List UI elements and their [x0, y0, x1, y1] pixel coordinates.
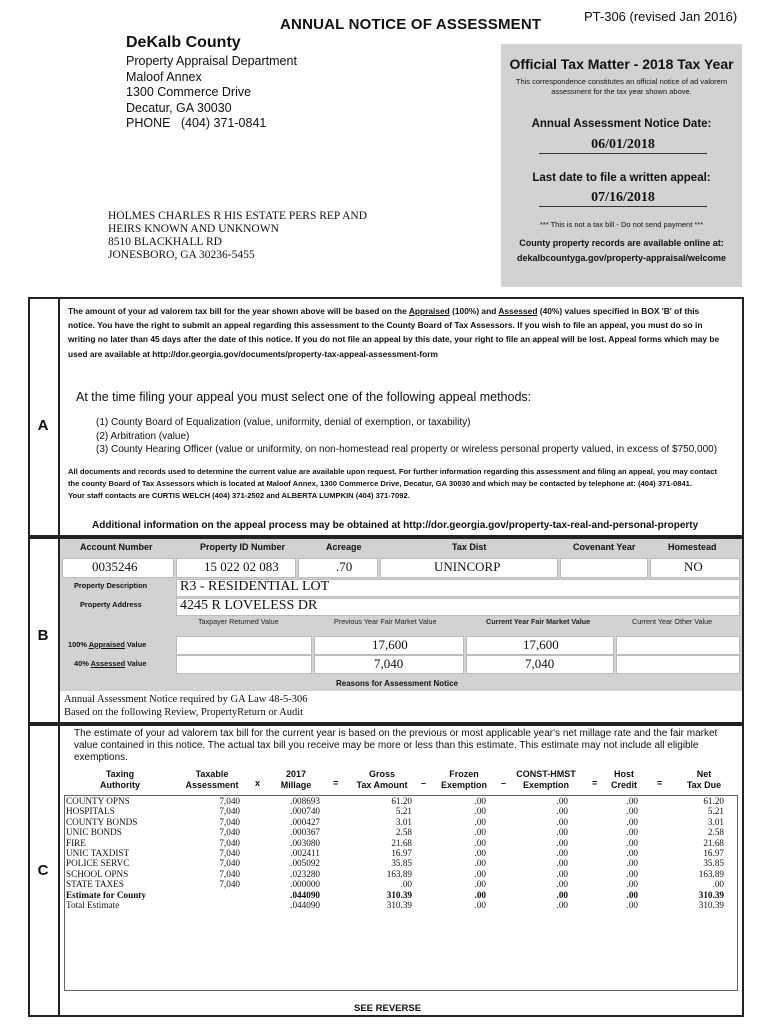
tax-dist-header: Tax Dist: [452, 542, 487, 552]
net-cell: 310.39: [698, 900, 724, 910]
gross-cell: 310.39: [386, 889, 412, 900]
minus-operator: –: [501, 778, 507, 788]
county-name: DeKalb County: [126, 34, 241, 51]
property-header-row: [60, 540, 740, 557]
const-hmst-cell: .00: [556, 889, 568, 900]
frozen-cell: .00: [474, 816, 486, 827]
tax-estimate-row: [66, 858, 726, 869]
header-line: Millage: [280, 780, 312, 790]
const-hmst-header: [506, 769, 586, 791]
const-hmst-cell: .00: [556, 816, 568, 827]
estimate-intro: The estimate of your ad valorem tax bill for the current year is based on the previous or most applicable year's net millage rate and the fair market value contained in this notice. The actual tax bill you receive may be more or less than this estimate. This estimate may not include all eligible exemptions.: [74, 728, 718, 764]
tax-estimate-row: [66, 879, 726, 890]
previous-assessed-value: 7,040: [374, 656, 404, 671]
frozen-cell: .00: [474, 858, 486, 869]
appraised-word: Appraised: [408, 306, 450, 316]
millage-cell: .044090: [290, 900, 320, 910]
authority-cell: UNIC TAXDIST: [66, 848, 130, 858]
gross-cell: 16.97: [391, 848, 412, 858]
assessment-cell: 7,040: [219, 868, 240, 879]
millage-header: [266, 769, 326, 791]
authority-cell: Total Estimate: [66, 900, 120, 910]
current-appraised-value: 17,600: [523, 637, 559, 652]
authority-cell: UNIC BONDS: [66, 827, 122, 838]
equals-operator: =: [333, 778, 339, 788]
net-cell: 35.85: [703, 858, 724, 869]
frozen-cell: .00: [474, 827, 486, 838]
authority-cell: STATE TAXES: [66, 879, 124, 890]
appeal-methods-list: [96, 416, 717, 457]
gross-cell: 5.21: [395, 806, 412, 817]
net-cell: 16.97: [703, 848, 724, 858]
const-hmst-cell: .00: [556, 879, 568, 890]
see-reverse: SEE REVERSE: [354, 1003, 422, 1014]
tax-estimate-row: [66, 817, 726, 828]
account-number-header: Account Number: [80, 542, 153, 552]
property-description: R3 - RESIDENTIAL LOT: [180, 579, 330, 594]
records-label: County property records are available online at:: [519, 238, 724, 248]
gross-cell: 3.01: [395, 816, 412, 827]
owner-line: 8510 BLACKHALL RD: [108, 236, 222, 248]
credit-cell: .00: [626, 796, 638, 806]
current-year-header: Current Year Fair Market Value: [486, 617, 591, 626]
minus-operator: –: [421, 778, 427, 788]
credit-cell: .00: [626, 806, 638, 817]
header-line: Exemption: [440, 780, 487, 790]
tax-estimate-row: [66, 838, 726, 849]
net-cell: 21.68: [703, 837, 724, 848]
other-assessed-cell: [616, 655, 740, 674]
header-line: Net: [696, 769, 712, 779]
credit-cell: .00: [626, 837, 638, 848]
gross-cell: 310.39: [386, 900, 412, 910]
tax-estimate-row: [66, 806, 726, 817]
owner-line: JONESBORO, GA 30236-5455: [108, 249, 255, 261]
millage-cell: .002411: [290, 848, 320, 858]
credit-cell: .00: [626, 889, 638, 900]
account-number: 0035246: [92, 559, 138, 574]
label-text: 40%: [74, 659, 91, 668]
frozen-header: [434, 769, 494, 791]
equals-operator: =: [657, 778, 663, 788]
taxpayer-returned-header: Taxpayer Returned Value: [198, 617, 279, 626]
frozen-cell: .00: [474, 879, 486, 890]
header-line: Authority: [100, 780, 140, 790]
covenant-year-cell: [560, 558, 648, 578]
authority-cell: FIRE: [66, 837, 86, 848]
label-text: Assessed: [90, 659, 126, 668]
official-box-note: This correspondence constitutes an official notice of ad valorem assessment for the tax year shown above.: [515, 77, 728, 96]
assessment-cell: 7,040: [219, 858, 240, 869]
const-hmst-cell: .00: [556, 837, 568, 848]
millage-cell: .023280: [290, 868, 320, 879]
frozen-cell: .00: [474, 796, 486, 806]
para-text: (100%) and: [449, 306, 499, 316]
owner-line: HEIRS KNOWN AND UNKNOWN: [108, 223, 279, 235]
assessed-word: Assessed: [498, 306, 538, 316]
header-line: Gross: [368, 769, 395, 779]
frozen-cell: .00: [474, 837, 486, 848]
tax-estimate-row: [66, 827, 726, 838]
millage-cell: .005092: [290, 858, 320, 869]
authority-cell: HOSPITALS: [66, 806, 115, 817]
const-hmst-cell: .00: [556, 796, 568, 806]
credit-cell: .00: [626, 858, 638, 869]
const-hmst-cell: .00: [556, 868, 568, 879]
equals-operator: =: [592, 778, 598, 788]
assessment-cell: 7,040: [219, 816, 240, 827]
section-c-letter: C: [37, 862, 49, 879]
frozen-cell: .00: [474, 889, 486, 900]
assessment-cell: 7,040: [219, 879, 240, 890]
para-text: The amount of your ad valorem tax bill for the year shown above will be based on the: [68, 306, 409, 316]
documents-note-text: All documents and records used to determine the current value are available upon request. For further information regarding this assessment and filing an appeal, you may contact the county Board of Tax Assessors which is located at Maloof Annex, 1300 Commerce Drive, Decatur, GA 30030 and which may be contacted by telephone at: (404) 371-0841.: [68, 467, 717, 488]
label-text: Value: [125, 659, 147, 668]
other-appraised-cell: [616, 636, 740, 655]
staff-contacts: Your staff contacts are CURTIS WELCH (404) 371-2502 and ALBERTA LUMPKIN (404) 371-7092.: [68, 490, 410, 500]
millage-cell: .000367: [290, 827, 320, 838]
not-a-bill-note: *** This is not a tax bill - Do not send payment ***: [539, 220, 704, 229]
office-line: Maloof Annex: [126, 69, 202, 84]
net-cell: .00: [712, 879, 724, 890]
assessment-cell: 7,040: [219, 796, 240, 806]
header-line: Taxing: [105, 769, 135, 779]
notice-title: ANNUAL NOTICE OF ASSESSMENT: [280, 16, 542, 33]
property-id-header: Property ID Number: [200, 542, 286, 552]
assessment-cell: 7,040: [219, 827, 240, 838]
const-hmst-cell: .00: [556, 858, 568, 869]
header-line: Tax Due: [686, 780, 722, 790]
gross-cell: 61.20: [391, 796, 412, 806]
credit-cell: .00: [626, 816, 638, 827]
appraised-value-label: [68, 640, 146, 649]
additional-info[interactable]: Additional information on the appeal process may be obtained at http://dor.georgia.gov/property-tax-real-and-personal-property: [92, 520, 699, 531]
gross-header: [348, 769, 416, 791]
millage-cell: .003080: [290, 837, 320, 848]
millage-cell: .044090: [290, 889, 320, 900]
documents-note: [68, 466, 728, 501]
authority-cell: SCHOOL OPNS: [66, 868, 129, 879]
appeal-date-value: 07/16/2018: [539, 190, 707, 207]
net-cell: 5.21: [707, 806, 724, 817]
section-a-letter: A: [37, 417, 49, 434]
appeal-methods-heading: At the time filing your appeal you must select one of the following appeal methods:: [76, 390, 532, 404]
const-hmst-cell: .00: [556, 827, 568, 838]
authority-cell: COUNTY BONDS: [66, 816, 138, 827]
owner-line: HOLMES CHARLES R HIS ESTATE PERS REP AND: [108, 210, 368, 222]
appeal-method: (2) Arbitration (value): [96, 430, 190, 442]
tax-estimate-row: [66, 869, 726, 880]
header-line: Credit: [610, 780, 637, 790]
label-text: Appraised: [88, 640, 125, 649]
records-url[interactable]: dekalbcountyga.gov/property-appraisal/welcome: [516, 253, 727, 263]
millage-cell: .008693: [290, 796, 320, 806]
previous-year-header: Previous Year Fair Market Value: [334, 617, 437, 626]
credit-cell: .00: [626, 848, 638, 858]
reason-line: Based on the following Review, PropertyReturn or Audit: [64, 707, 304, 718]
net-cell: 310.39: [698, 889, 724, 900]
frozen-cell: .00: [474, 848, 486, 858]
header-line: Exemption: [522, 780, 569, 790]
gross-cell: 21.68: [391, 837, 412, 848]
acreage-header: Acreage: [326, 542, 362, 552]
taxpayer-assessed-cell: [176, 655, 312, 674]
section-b-letter: B: [37, 627, 49, 644]
assessment-cell: 7,040: [219, 837, 240, 848]
assessment-cell: 7,040: [219, 848, 240, 858]
official-box-title: Official Tax Matter - 2018 Tax Year: [509, 56, 734, 72]
office-line: 1300 Commerce Drive: [126, 85, 252, 100]
covenant-year-header: Covenant Year: [573, 542, 636, 552]
header-line: CONST-HMST: [516, 769, 576, 779]
header-line: Host: [614, 769, 634, 779]
homestead-header: Homestead: [668, 542, 717, 552]
assessed-value-label: [74, 659, 146, 668]
homestead: NO: [684, 559, 703, 574]
acreage: .70: [336, 559, 353, 574]
gross-cell: 35.85: [391, 858, 412, 869]
const-hmst-cell: .00: [556, 900, 568, 910]
reason-line: Annual Assessment Notice required by GA Law 48-5-306: [64, 694, 308, 705]
office-phone: PHONE (404) 371-0841: [126, 116, 267, 131]
gross-cell: 2.58: [395, 827, 412, 838]
net-cell: 163.89: [698, 868, 724, 879]
credit-header: [604, 769, 644, 791]
header-line: Tax Amount: [356, 780, 408, 790]
credit-cell: .00: [626, 879, 638, 890]
net-header: [680, 769, 728, 791]
header-line: Taxable: [195, 769, 229, 779]
authority-cell: Estimate for County: [66, 889, 146, 900]
owner-address: [108, 210, 367, 262]
form-number: PT-306 (revised Jan 2016): [584, 9, 738, 24]
credit-cell: .00: [626, 868, 638, 879]
property-description-label: Property Description: [74, 581, 148, 590]
gross-cell: 163.89: [386, 868, 412, 879]
taxpayer-appraised-cell: [176, 636, 312, 655]
assessment-header: [180, 769, 244, 791]
authority-cell: POLICE SERVC: [66, 858, 130, 869]
authority-header: [88, 769, 152, 791]
appeal-method: (1) County Board of Equalization (value, uniformity, denial of exemption, or taxability): [96, 417, 471, 428]
assessment-cell: 7,040: [219, 806, 240, 817]
millage-cell: .000000: [290, 879, 320, 890]
net-cell: 2.58: [707, 827, 724, 838]
other-value-header: Current Year Other Value: [632, 617, 713, 626]
reasons-label: Reasons for Assessment Notice: [336, 679, 458, 688]
office-address: [126, 54, 297, 132]
frozen-cell: .00: [474, 900, 486, 910]
tax-estimate-row: [66, 796, 726, 807]
current-assessed-value: 7,040: [525, 656, 555, 671]
para-text: (40%) values specified in BOX 'B' of this notice. You have the right to submit an appeal regarding this assessment to the County Board of Tax Assessors. If you wish to file an appeal, you must do so in writing no later than 45 days after the date of this notice. If you do not file an appeal by this date, your right to file an appeal will be lost. Appeal forms which may be used are available at http://dor.georgia.gov/documents/property-tax-appeal-assessment-form: [68, 306, 720, 359]
multiply-operator: x: [255, 778, 261, 788]
authority-cell: COUNTY OPNS: [66, 796, 130, 806]
appeal-rights-paragraph: [68, 304, 728, 361]
header-line: Assessment: [185, 780, 239, 790]
tax-estimate-row: [66, 848, 726, 859]
property-address: 4245 R LOVELESS DR: [180, 598, 318, 613]
appeal-date-label: Last date to file a written appeal:: [532, 172, 711, 184]
office-line: Decatur, GA 30030: [126, 100, 232, 115]
official-tax-matter-box: [501, 44, 742, 287]
reasons-text: [64, 693, 308, 719]
credit-cell: .00: [626, 827, 638, 838]
millage-cell: .000427: [290, 816, 320, 827]
header-line: Frozen: [449, 769, 479, 779]
millage-cell: .000740: [290, 806, 320, 817]
label-text: Value: [124, 640, 147, 649]
office-line: Property Appraisal Department: [126, 54, 297, 68]
tax-dist: UNINCORP: [434, 559, 501, 574]
net-cell: 3.01: [707, 816, 724, 827]
header-line: 2017: [285, 769, 307, 779]
property-id: 15 022 02 083: [204, 559, 279, 574]
notice-date-value: 06/01/2018: [539, 137, 707, 154]
const-hmst-cell: .00: [556, 848, 568, 858]
previous-appraised-value: 17,600: [372, 637, 408, 652]
net-cell: 61.20: [703, 796, 724, 806]
gross-cell: .00: [400, 879, 412, 890]
frozen-cell: .00: [474, 868, 486, 879]
notice-date-label: Annual Assessment Notice Date:: [531, 118, 712, 130]
label-text: 100%: [68, 640, 89, 649]
credit-cell: .00: [626, 900, 638, 910]
tax-estimate-row: [66, 890, 726, 901]
appeal-method: (3) County Hearing Officer (value or uniformity, on non-homestead real property or wireless personal property valued, in excess of $750,000): [96, 444, 718, 455]
tax-estimate-row: [66, 900, 726, 911]
frozen-cell: .00: [474, 806, 486, 817]
const-hmst-cell: .00: [556, 806, 568, 817]
property-address-label: Property Address: [80, 600, 142, 609]
